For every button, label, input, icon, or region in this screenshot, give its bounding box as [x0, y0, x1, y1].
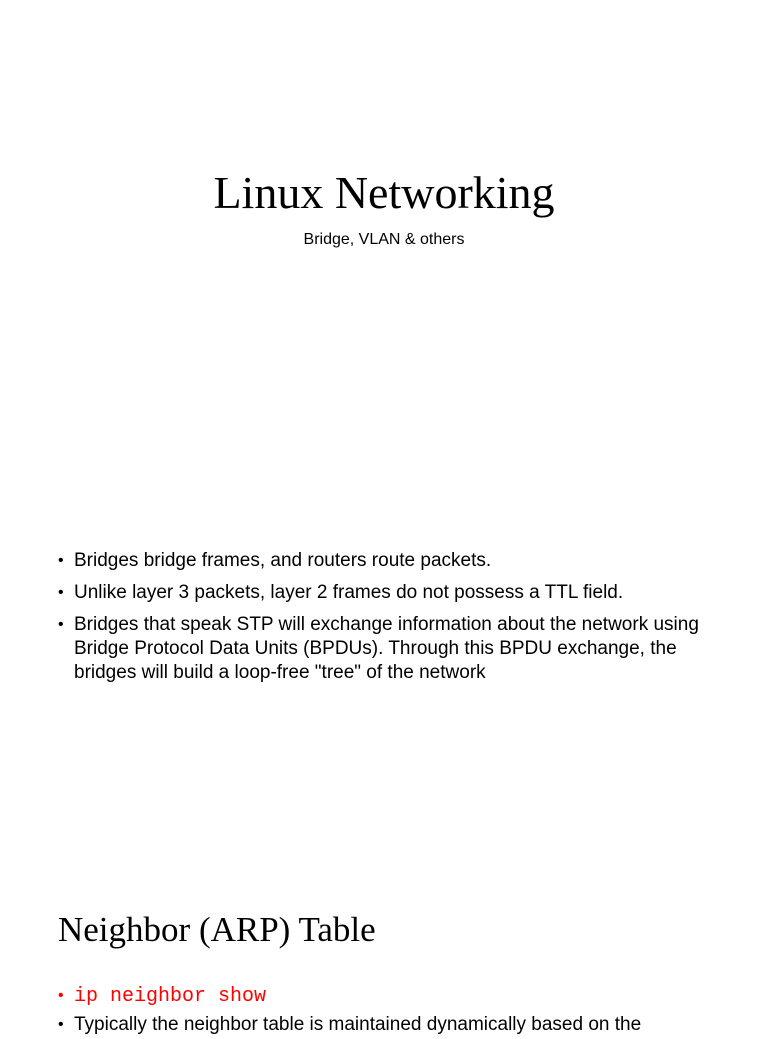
command-text: ip neighbor show	[74, 985, 267, 1008]
slide-subtitle: Bridge, VLAN & others	[303, 231, 465, 248]
list-item	[58, 549, 708, 573]
bullet-text: Bridges that speak STP will exchange information about the network using Bridge Protocol Data Units (BPDUs). Through this BPDU exchange, the bridges will build a loop-free "tree" of the network	[74, 614, 699, 683]
command-list	[58, 982, 738, 1039]
bullet-text: Bridges bridge frames, and routers route packets.	[74, 550, 492, 571]
list-item	[58, 581, 708, 605]
bullet-text: Typically the neighbor table is maintained dynamically based on the	[74, 1014, 642, 1035]
list-item	[58, 1011, 738, 1039]
list-item	[58, 613, 708, 685]
bullet-icon: •	[58, 584, 64, 601]
bullet-text: Unlike layer 3 packets, layer 2 frames do not possess a TTL field.	[74, 582, 624, 603]
slide-title: Linux Networking	[213, 167, 555, 218]
bullet-icon: •	[58, 987, 64, 1004]
bullet-icon: •	[58, 616, 64, 633]
bullet-icon: •	[58, 1016, 64, 1033]
bullet-icon: •	[58, 552, 64, 569]
bullet-list	[58, 549, 708, 693]
list-item	[58, 982, 738, 1011]
section-heading: Neighbor (ARP) Table	[58, 910, 376, 949]
